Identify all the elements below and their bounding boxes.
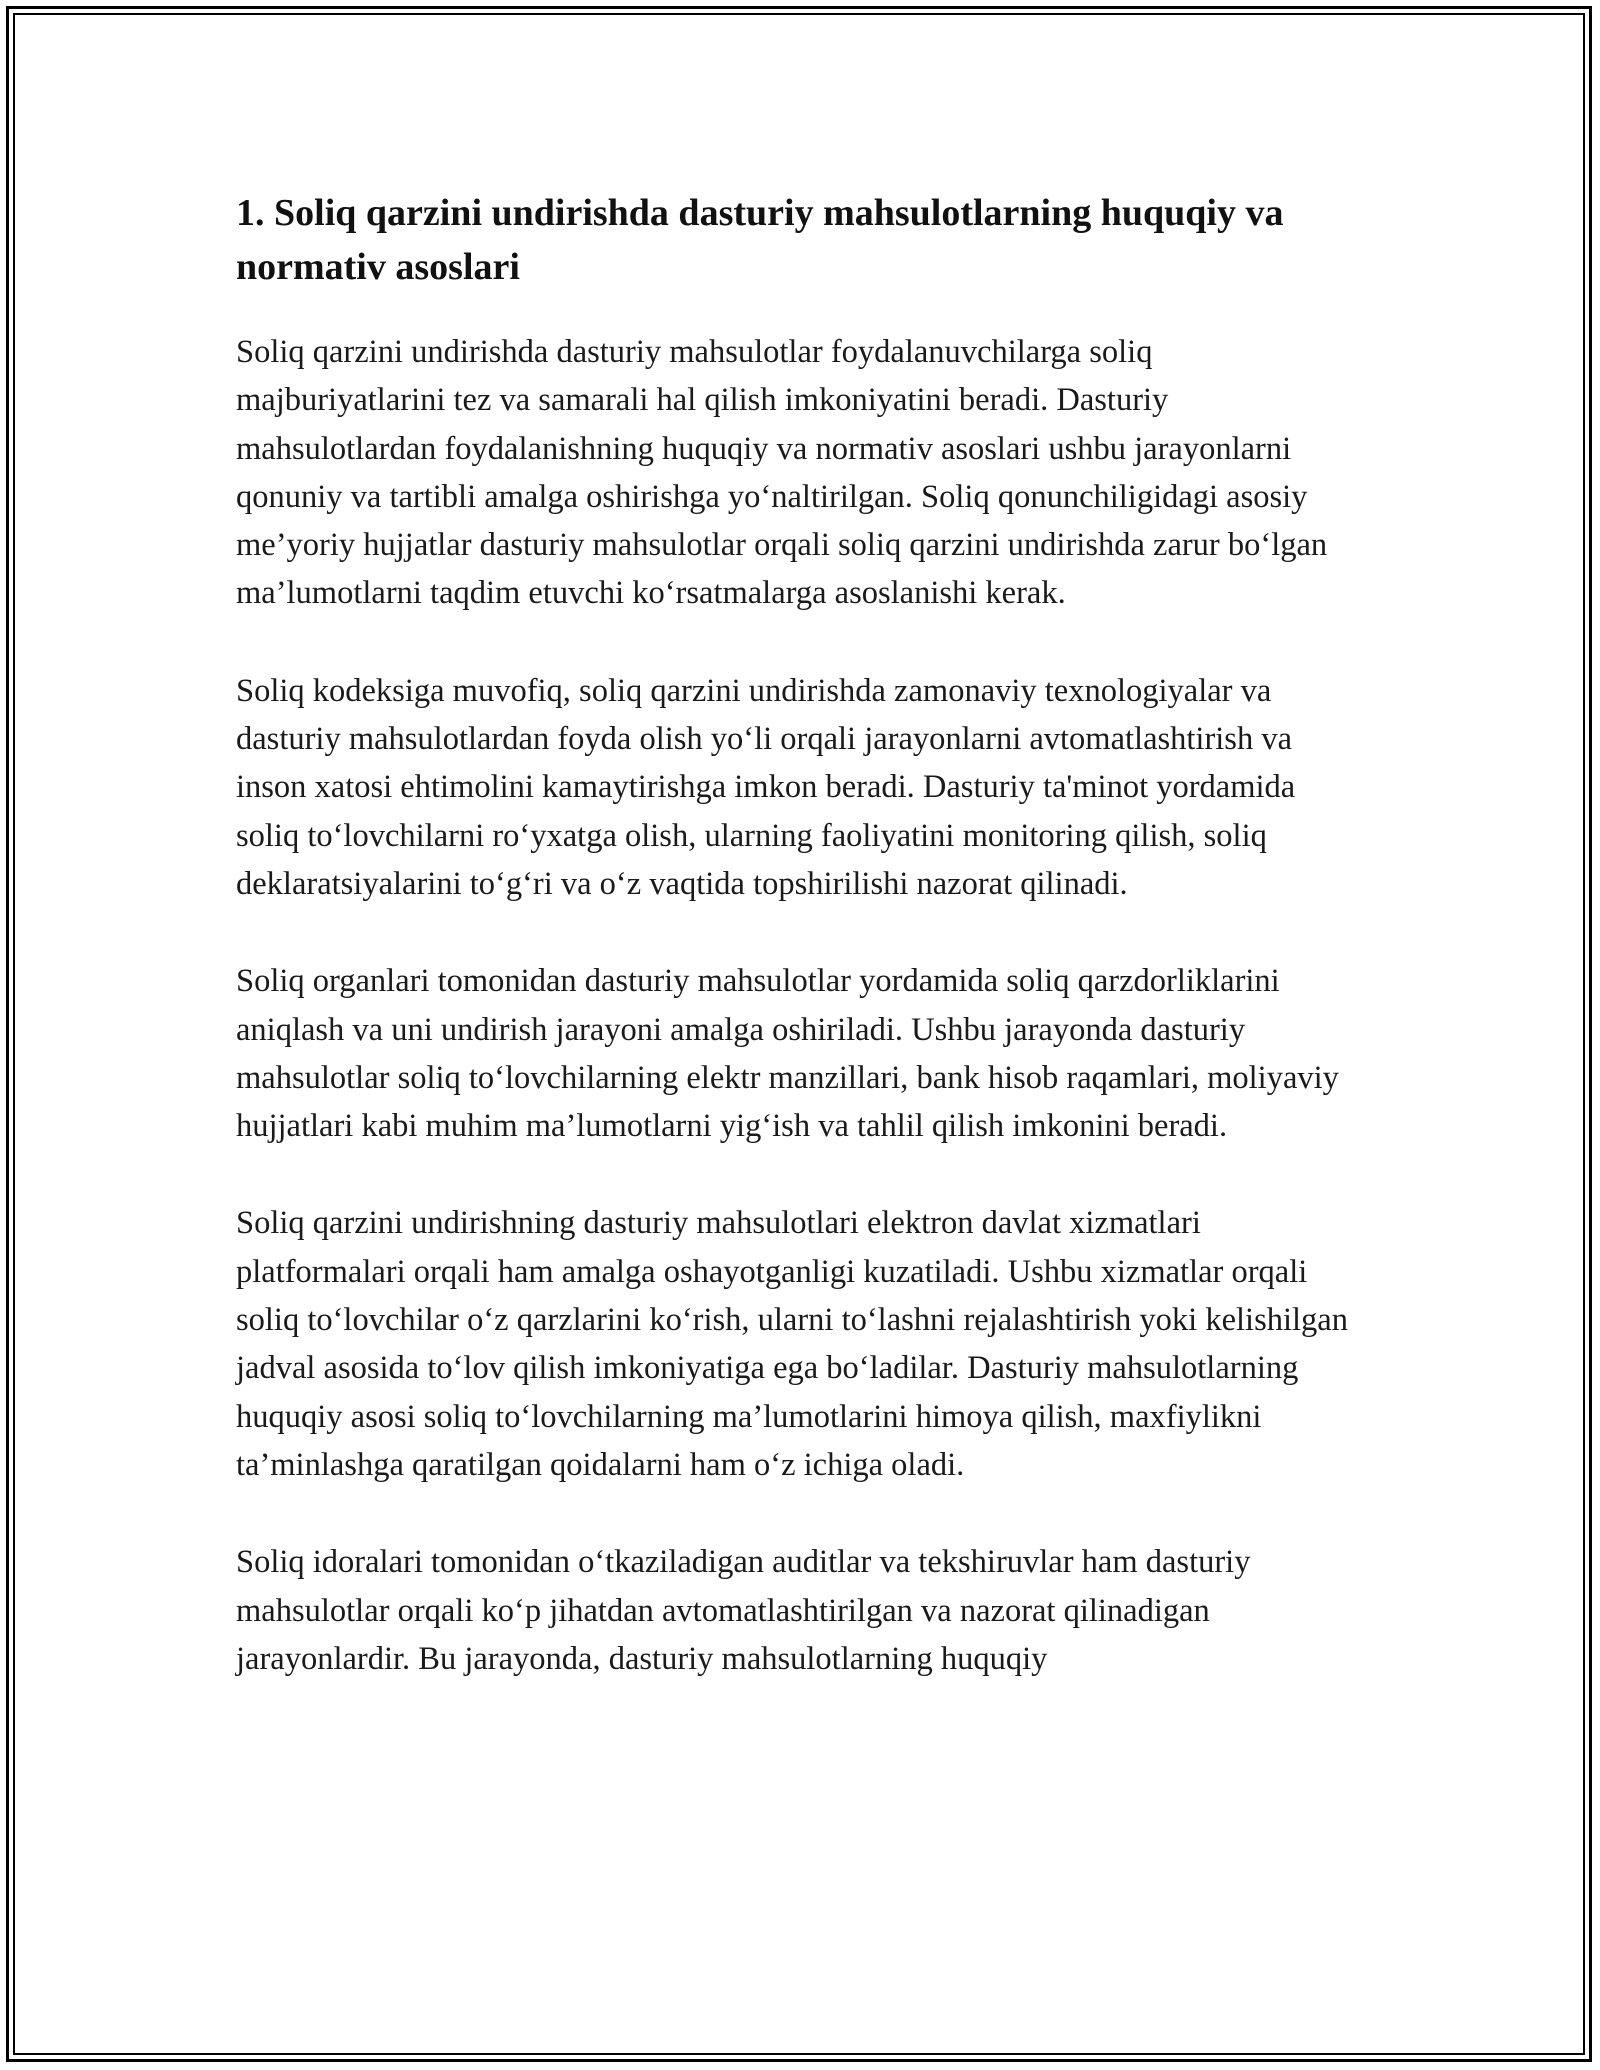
paragraph-2: Soliq kodeksiga muvofiq, soliq qarzini undirishda zamonaviy texnologiyalar va dasturiy mahsulotlardan foyda olish yo‘li orqali jarayonlarni avtomatlashtirish va inson xatosi ehtimolini kamaytirishga imkon beradi. Dasturiy ta'minot yordamida soliq to‘lovchilarni ro‘yxatga olish, ularning faoliyatini monitoring qilish, soliq deklaratsiyalarini to‘g‘ri va o‘z vaqtida topshirilishi nazorat qilinadi. bbox=[236, 672, 1296, 902]
paragraph-3: Soliq organlari tomonidan dasturiy mahsulotlar yordamida soliq qarzdorliklarini aniqlash va uni undirish jarayoni amalga oshiriladi. Ushbu jarayonda dasturiy mahsulotlar soliq to‘lovchilarning elektr manzillari, bank hisob raqamlari, moliyaviy hujjatlari kabi muhim ma’lumotlarni yig‘ish va tahlil qilish imkonini beradi. bbox=[236, 963, 1339, 1145]
paragraph-1: Soliq qarzini undirishda dasturiy mahsulotlar foydalanuvchilarga soliq majburiyatlarini tez va samarali hal qilish imkoniyatini beradi. Dasturiy mahsulotlardan foydalanishning huquqiy va normativ asoslari ushbu jarayonlarni qonuniy va tartibli amalga oshirishga yo‘naltirilgan. Soliq qonunchiligidagi asosiy me’yoriy hujjatlar dasturiy mahsulotlar orqali soliq qarzini undirishda zarur bo‘lgan ma’lumotlarni taqdim etuvchi ko‘rsatmalarga asoslanishi kerak. bbox=[236, 334, 1328, 612]
paragraph-4: Soliq qarzini undirishning dasturiy mahsulotlari elektron davlat xizmatlari platformalari orqali ham amalga oshayotganligi kuzatiladi. Ushbu xizmatlar orqali soliq to‘lovchilar o‘z qarzlarini ko‘rish, ularni to‘lashni rejalashtirish yoki kelishilgan jadval asosida to‘lov qilish imkoniyatiga ega bo‘ladilar. Dasturiy mahsulotlarning huquqiy asosi soliq to‘lovchilarning ma’lumotlarini himoya qilish, maxfiylikni ta’minlashga qaratilgan qoidalarni ham o‘z ichiga oladi. bbox=[236, 1205, 1348, 1483]
paragraph-5: Soliq idoralari tomonidan o‘tkaziladigan auditlar va tekshiruvlar ham dasturiy mahsulotlar orqali ko‘p jihatdan avtomatlashtirilgan va nazorat qilinadigan jarayonlardir. Bu jarayonda, dasturiy mahsulotlarning huquqiy bbox=[236, 1544, 1251, 1677]
section-title: 1. Soliq qarzini undirishda dasturiy mahsulotlarning huquqiy va normativ asoslari bbox=[236, 192, 1284, 288]
document-body bbox=[236, 186, 1366, 1732]
